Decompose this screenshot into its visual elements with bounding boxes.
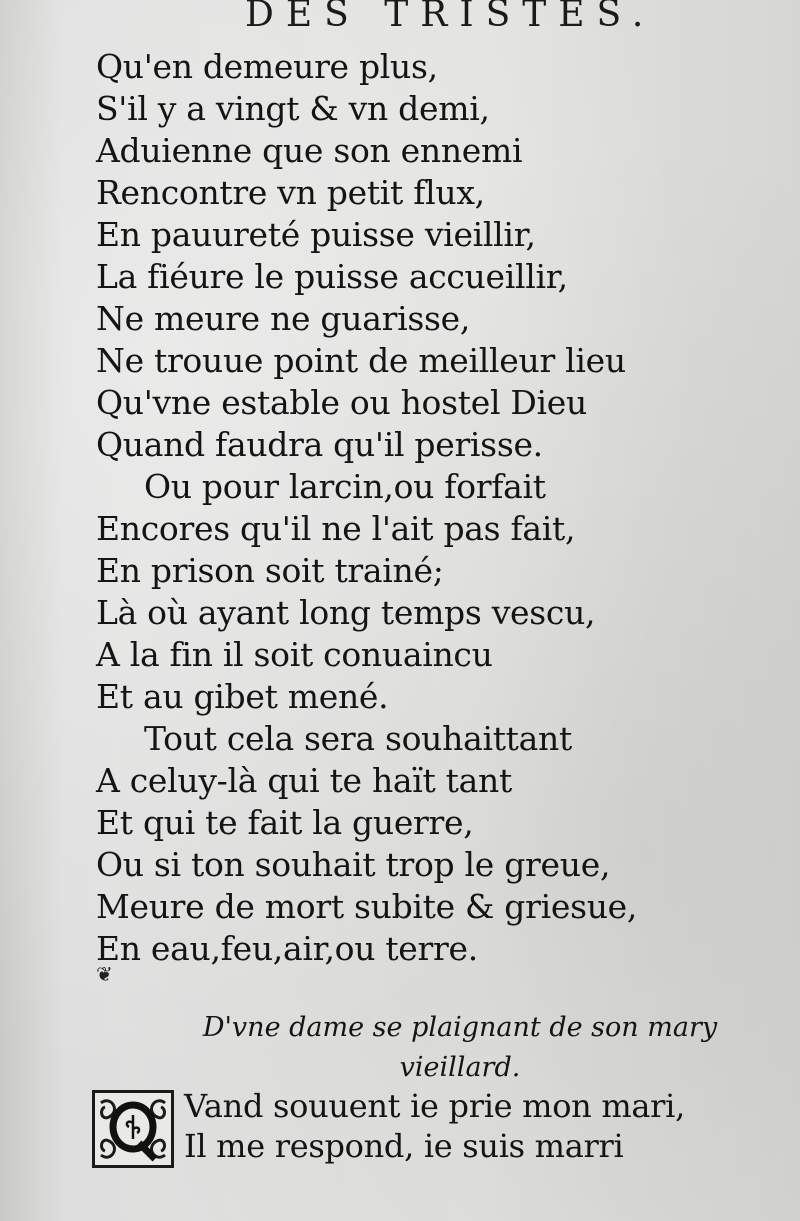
poem-line: Qu'en demeure plus,: [96, 47, 438, 86]
poem-title-line: vieillard.: [399, 1052, 521, 1083]
poem-line: Qu'vne estable ou hostel Dieu: [96, 383, 587, 422]
poem-line: Ne meure ne guarisse,: [96, 299, 471, 338]
poem-line: Tout cela sera souhaittant: [144, 719, 572, 758]
poem-line: En eau,feu,air,ou terre.: [96, 929, 478, 968]
poem-line: Ou si ton souhait trop le greue,: [96, 845, 611, 884]
poem-line: Rencontre vn petit flux,: [96, 173, 485, 212]
poem-line: Là où ayant long temps vescu,: [96, 593, 596, 632]
poem-line: S'il y a vingt & vn demi,: [96, 89, 490, 128]
poem-line: Vand souuent ie prie mon mari,: [184, 1087, 685, 1125]
fleuron-icon: ❦: [96, 962, 113, 986]
poem-line: En prison soit trainé;: [96, 551, 444, 590]
poem-body: [96, 46, 656, 970]
poem-line: Ou pour larcin,ou forfait: [144, 467, 546, 506]
poem-line: Quand faudra qu'il perisse.: [96, 425, 543, 464]
poem-line: A celuy-là qui te haït tant: [96, 761, 512, 800]
poem-line: Ne trouue point de meilleur lieu: [96, 341, 626, 380]
poem-title-line: D'vne dame se plaignant de son mary: [202, 1012, 718, 1043]
second-poem-body: [184, 1086, 685, 1166]
drop-cap-ornament: [95, 1093, 171, 1165]
poem-title: [180, 1008, 740, 1088]
poem-line: En pauureté puisse vieillir,: [96, 215, 536, 254]
poem-line: Encores qu'il ne l'ait pas fait,: [96, 509, 576, 548]
poem-line: La fiéure le puisse accueillir,: [96, 257, 568, 296]
drop-cap-icon: [92, 1090, 174, 1168]
poem-line: Il me respond, ie suis marri: [184, 1127, 624, 1165]
poem-line: A la fin il soit conuaincu: [96, 635, 493, 674]
running-head: DES TRISTES.: [245, 0, 656, 35]
poem-line: Aduienne que son ennemi: [96, 131, 523, 170]
poem-line: Meure de mort subite & griesue,: [96, 887, 638, 926]
poem-line: Et au gibet mené.: [96, 677, 389, 716]
poem-line: Et qui te fait la guerre,: [96, 803, 474, 842]
